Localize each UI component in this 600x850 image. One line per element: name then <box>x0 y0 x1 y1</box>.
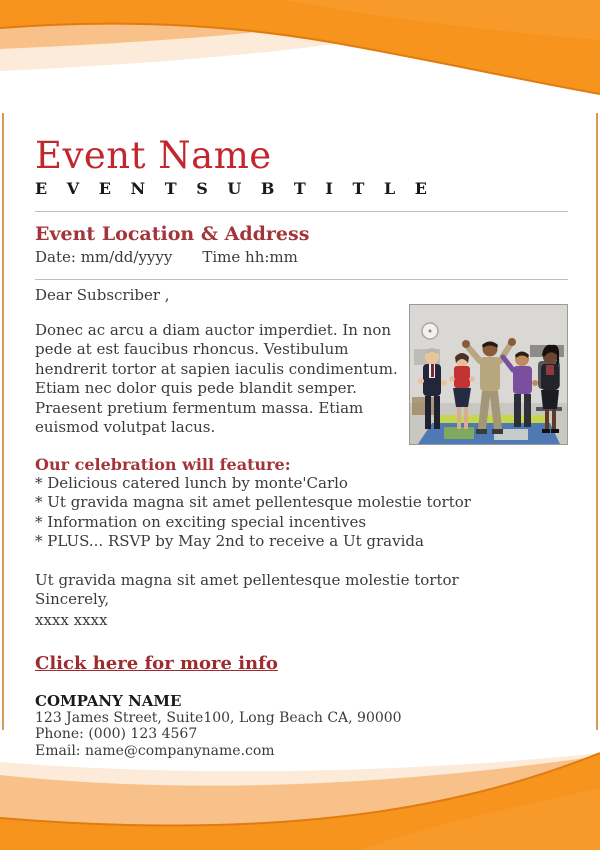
signoff: Sincerely, <box>35 590 110 609</box>
company-name: COMPANY NAME <box>35 691 182 710</box>
company-address: 123 James Street, Suite100, Long Beach CA, 90000 <box>35 709 402 726</box>
feature-item: * Ut gravida magna sit amet pellentesque molestie tortor <box>35 493 471 512</box>
greeting: Dear Subscriber , <box>35 285 170 304</box>
more-info-link[interactable]: Click here for more info <box>35 652 278 674</box>
event-time: Time hh:mm <box>202 247 298 266</box>
event-title: Event Name <box>35 134 272 177</box>
divider-datetime <box>35 279 568 280</box>
intro-paragraph: Donec ac arcu a diam auctor imperdiet. In non pede at est faucibus rhoncus. Vestibulum hendrerit tortor at sapien iaculis condimentum. Etiam nec dolor quis pede blandit semper. Praesent pretium fermentum massa. Etiam euismod volutpat lacus. <box>35 320 398 437</box>
event-location-heading: Event Location & Address <box>35 222 310 245</box>
letter-body <box>35 286 568 760</box>
event-subtitle: E V E N T S U B T I T L E <box>35 178 434 198</box>
feature-item: * Information on exciting special incentives <box>35 512 367 531</box>
divider-top <box>35 211 568 212</box>
signature: xxxx xxxx <box>35 610 108 629</box>
company-phone: Phone: (000) 123 4567 <box>35 726 198 743</box>
feature-item: * PLUS... RSVP by May 2nd to receive a Ut gravida <box>35 532 424 551</box>
closing-line: Ut gravida magna sit amet pellentesque molestie tortor <box>35 570 459 589</box>
features-heading: Our celebration will feature: <box>35 454 291 474</box>
feature-item: * Delicious catered lunch by monte'Carlo <box>35 473 348 492</box>
team-photo <box>409 304 568 445</box>
event-date: Date: mm/dd/yyyy <box>35 247 173 266</box>
event-datetime-row <box>35 248 568 266</box>
company-email: Email: name@companyname.com <box>35 742 275 759</box>
